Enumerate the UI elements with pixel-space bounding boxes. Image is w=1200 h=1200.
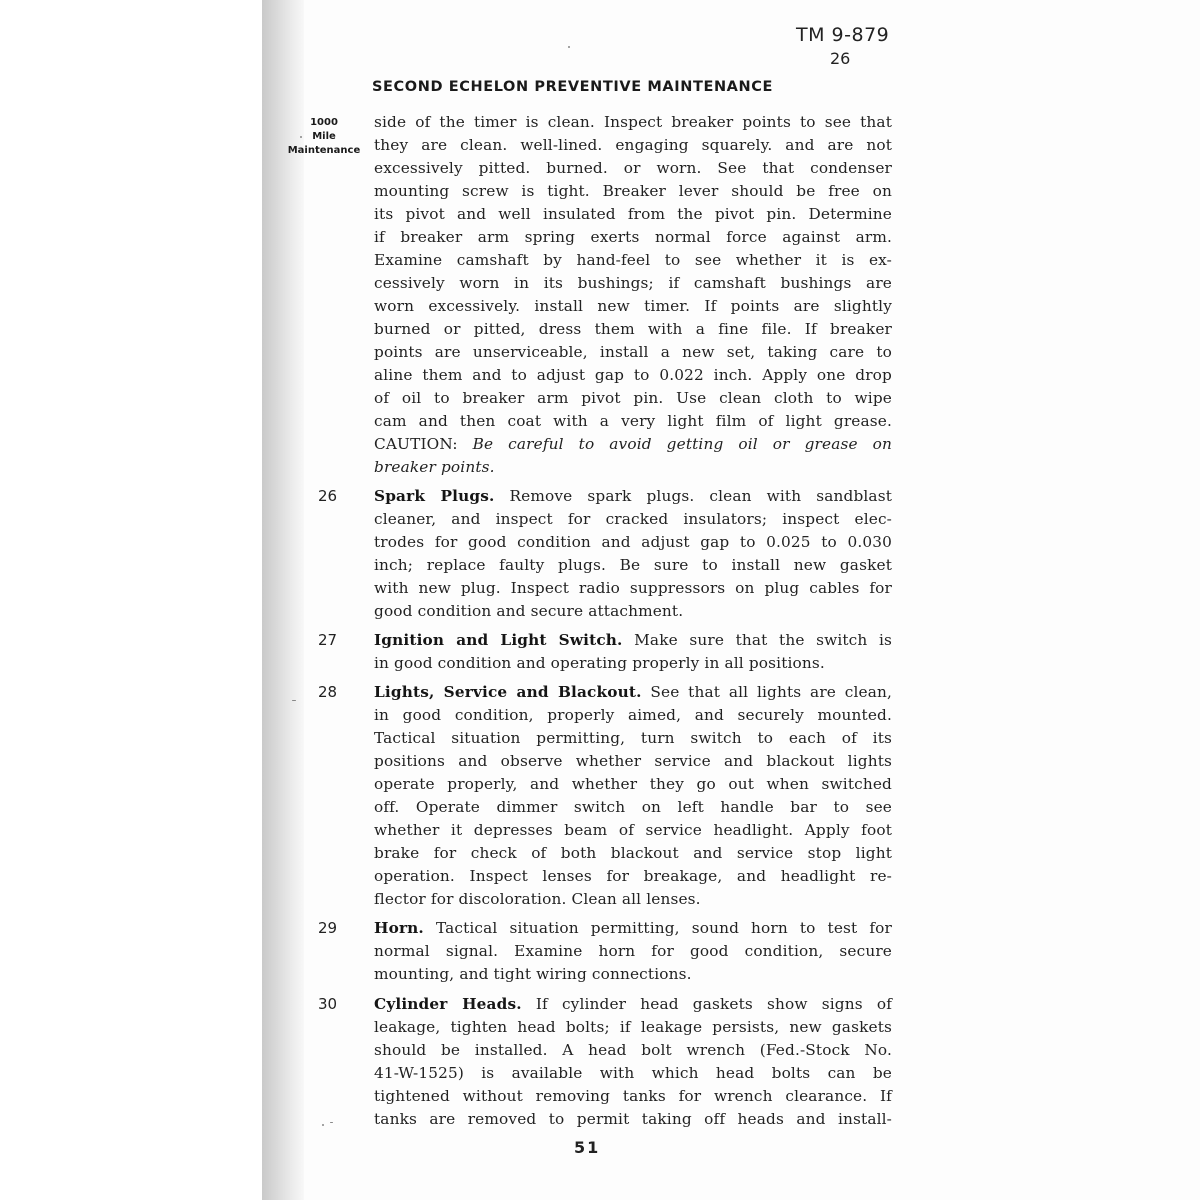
item-text: Make sure that the switch is (634, 631, 892, 649)
text-line: positions and observe whether service and blackout lights (374, 752, 892, 770)
item-title: Spark Plugs. (374, 487, 495, 505)
text-line: in good condition and operating properly in all positions. (374, 654, 825, 672)
item-title: Lights, Service and Blackout. (374, 683, 642, 701)
text-line: mounting, and tight wiring connections. (374, 965, 692, 983)
text-line: inch; replace faulty plugs. Be sure to install new gasket (374, 556, 892, 574)
item-text: Remove spark plugs. clean with sandblast (509, 487, 892, 505)
text-line: Tactical situation permitting, turn switch to each of its (374, 729, 892, 747)
paragraph-number: 28 (318, 683, 338, 701)
scan-speck (330, 1122, 333, 1123)
side-note (276, 116, 372, 158)
text-line: off. Operate dimmer switch on left handle bar to see (374, 798, 892, 816)
text-line: its pivot and well insulated from the pivot pin. Determine (374, 205, 892, 223)
text-line: flector for discoloration. Clean all lenses. (374, 890, 701, 908)
manual-number: TM 9-879 (796, 24, 890, 46)
page-number: 51 (574, 1138, 601, 1157)
text-line: cam and then coat with a very light film of light grease. (374, 412, 892, 430)
side-note-line-3: Maintenance (287, 145, 361, 156)
text-line: worn excessively. install new timer. If points are slightly (374, 297, 892, 315)
caution-text-end: breaker points. (374, 458, 495, 476)
caution-label: CAUTION: (374, 435, 458, 453)
caution-line (374, 433, 892, 456)
side-note-line-1: 1000 (310, 117, 338, 128)
item-heading-line (374, 681, 892, 704)
text-line: if breaker arm spring exerts normal force against arm. (374, 228, 892, 246)
text-line: excessively pitted. burned. or worn. See that condenser (374, 159, 892, 177)
text-line: burned or pitted, dress them with a fine file. If breaker (374, 320, 892, 338)
text-line: tightened without removing tanks for wrench clearance. If (374, 1087, 892, 1105)
caution-text: Be careful to avoid getting oil or grease on (472, 435, 892, 453)
text-line: brake for check of both blackout and service stop light (374, 844, 892, 862)
paragraph-number: 26 (318, 487, 338, 505)
page-heading: SECOND ECHELON PREVENTIVE MAINTENANCE (372, 79, 773, 95)
text-line: they are clean. well-lined. engaging squarely. and are not (374, 136, 892, 154)
text-line: cleaner, and inspect for cracked insulators; inspect elec- (374, 510, 892, 528)
item-title: Cylinder Heads. (374, 995, 522, 1013)
text-line: points are unserviceable, install a new set, taking care to (374, 343, 892, 361)
text-line: cessively worn in its bushings; if camshaft bushings are (374, 274, 892, 292)
text-line: good condition and secure attachment. (374, 602, 684, 620)
book-gutter-shadow (262, 0, 304, 1200)
item-heading-line (374, 993, 892, 1016)
item-text: If cylinder head gaskets show signs of (535, 995, 893, 1013)
item-title: Ignition and Light Switch. (374, 631, 623, 649)
text-line: mounting screw is tight. Breaker lever should be free on (374, 182, 892, 200)
text-line: tanks are removed to permit taking off heads and install- (374, 1110, 892, 1128)
item-heading-line (374, 485, 892, 508)
text-line: trodes for good condition and adjust gap to 0.025 to 0.030 (374, 533, 892, 551)
text-line: in good condition, properly aimed, and securely mounted. (374, 706, 892, 724)
item-heading-line (374, 629, 892, 652)
text-line: should be installed. A head bolt wrench (Fed.-Stock No. (374, 1041, 892, 1059)
text-line: side of the timer is clean. Inspect breaker points to see that (374, 113, 892, 131)
running-paragraph-number: 26 (830, 49, 851, 68)
side-note-line-2: Mile (312, 131, 336, 142)
text-line: with new plug. Inspect radio suppressors on plug cables for (374, 579, 892, 597)
text-line: of oil to breaker arm pivot pin. Use clean cloth to wipe (374, 389, 892, 407)
text-line: leakage, tighten head bolts; if leakage persists, new gaskets (374, 1018, 892, 1036)
paragraph-number: 27 (318, 631, 338, 649)
scan-speck (300, 136, 302, 138)
scan-speck (322, 1124, 324, 1126)
item-text: Tactical situation permitting, sound horn to test for (435, 919, 892, 937)
caution-line (374, 456, 892, 479)
text-line: operation. Inspect lenses for breakage, and headlight re- (374, 867, 892, 885)
paragraph-number: 30 (318, 995, 338, 1013)
text-line: aline them and to adjust gap to 0.022 inch. Apply one drop (374, 366, 892, 384)
item-title: Horn. (374, 919, 424, 937)
scan-speck (568, 46, 570, 48)
text-line: 41-W-1525) is available with which head bolts can be (374, 1064, 892, 1082)
text-line: operate properly, and whether they go out when switched (374, 775, 892, 793)
text-line: normal signal. Examine horn for good condition, secure (374, 942, 892, 960)
text-line: whether it depresses beam of service headlight. Apply foot (374, 821, 892, 839)
paragraph-number: 29 (318, 919, 338, 937)
item-text: See that all lights are clean, (650, 683, 893, 701)
text-line: Examine camshaft by hand-feel to see whether it is ex- (374, 251, 892, 269)
item-heading-line (374, 917, 892, 940)
scan-speck (292, 700, 296, 701)
